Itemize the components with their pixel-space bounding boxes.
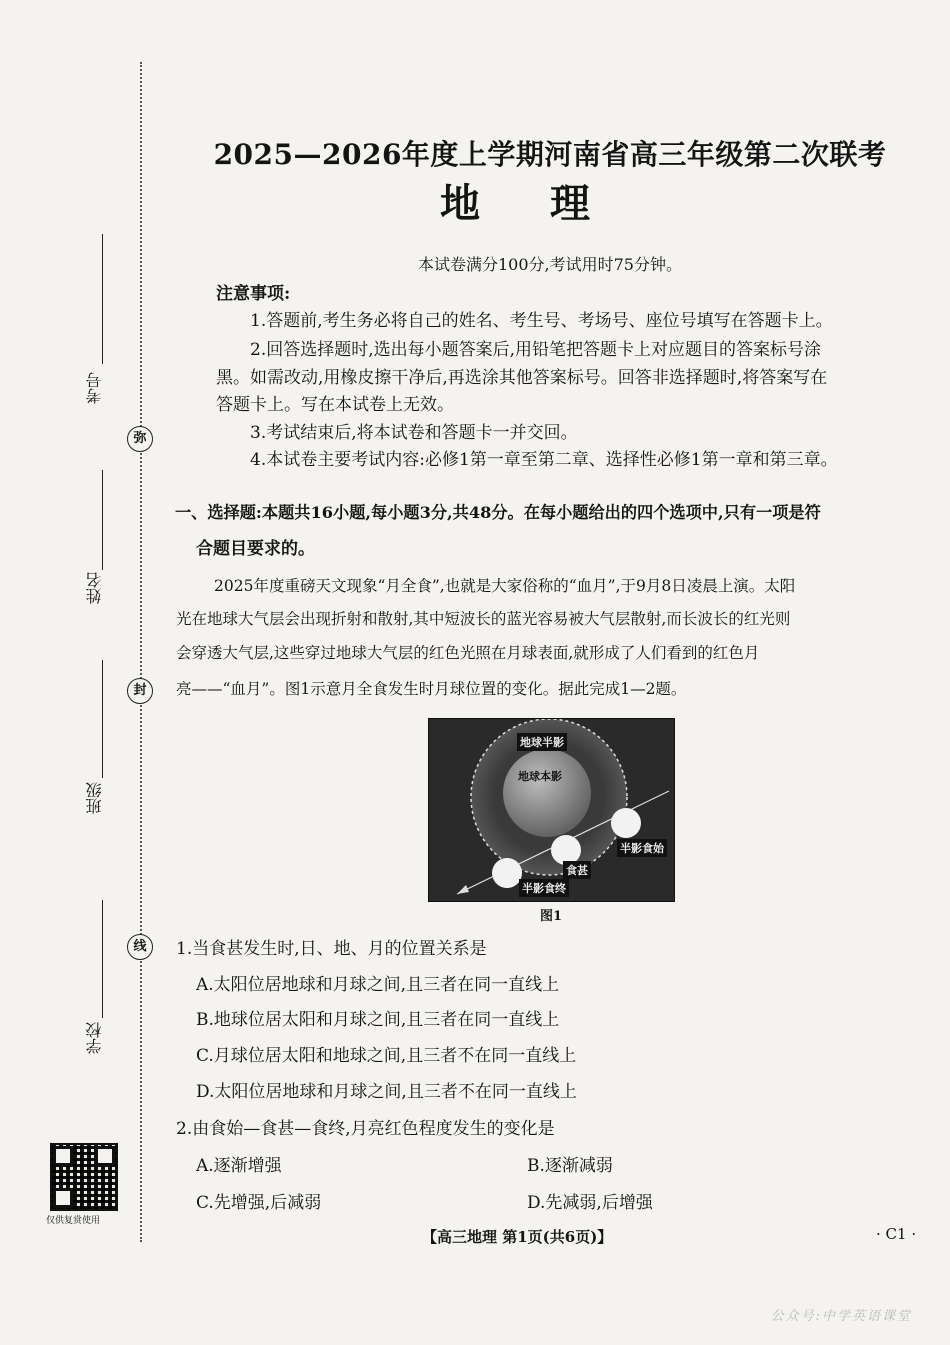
label-end: 半影食终: [519, 879, 569, 897]
binding-dotted-line: [140, 62, 142, 1242]
exam-number-label: 考号: [85, 372, 104, 404]
exam-info: 本试卷满分100分,考试用时75分钟。: [418, 255, 682, 274]
section-heading-cont: 合题目要求的。: [196, 539, 315, 559]
q2-stem: 2.由食始—食甚—食终,月亮红色程度发生的变化是: [176, 1119, 555, 1139]
seal-mi: 弥: [127, 426, 153, 452]
notice-item-2-cont: 黑。如需改动,用橡皮擦干净后,再选涂其他答案标号。回答非选择题时,将答案写在: [216, 368, 828, 388]
exam-title: 2025—2026年度上学期河南省高三年级第二次联考: [213, 138, 887, 171]
label-max: 食甚: [563, 861, 591, 879]
school-line: [102, 900, 103, 1018]
lunar-eclipse-figure: [428, 718, 675, 902]
path-arrow-icon: [457, 885, 469, 894]
figure-caption: 图1: [540, 909, 563, 924]
section-heading: 一、选择题:本题共16小题,每小题3分,共48分。在每小题给出的四个选项中,只有一项是符: [175, 503, 821, 522]
notice-item-4: 4.本试卷主要考试内容:必修1第一章至第二章、选择性必修1第一章和第三章。: [250, 450, 838, 470]
name-line: [102, 470, 103, 570]
watermark: 公众号:中学英语课堂: [770, 1309, 912, 1324]
q2-option-b: B.逐渐减弱: [527, 1156, 613, 1176]
q1-option-d: D.太阳位居地球和月球之间,且三者不在同一直线上: [196, 1082, 577, 1102]
page-footer: 【高三地理 第1页(共6页)】: [422, 1228, 613, 1246]
school-label: 学校: [85, 1022, 104, 1054]
notice-item-2: 2.回答选择题时,选出每小题答案后,用铅笔把答题卡上对应题目的答案标号涂: [250, 340, 822, 360]
passage-line-3: 会穿透大气层,这些穿过地球大气层的红色光照在月球表面,就形成了人们看到的红色月: [176, 644, 760, 662]
class-label: 班级: [85, 782, 104, 814]
name-label: 姓名: [85, 572, 104, 604]
q1-option-b: B.地球位居太阳和月球之间,且三者在同一直线上: [196, 1010, 560, 1030]
notice-item-3: 3.考试结束后,将本试卷和答题卡一并交回。: [250, 423, 578, 443]
notice-item-1: 1.答题前,考生务必将自己的姓名、考生号、考场号、座位号填写在答题卡上。: [250, 311, 833, 331]
passage-line-1: 2025年度重磅天文现象“月全食”,也就是大家俗称的“血月”,于9月8日凌晨上演。太阳: [214, 577, 796, 595]
notice-heading: 注意事项:: [216, 284, 291, 304]
q2-option-c: C.先增强,后减弱: [196, 1193, 322, 1213]
qr-caption: 仅供复赏使用: [46, 1216, 101, 1226]
subject-title: 地理: [440, 180, 660, 227]
moon-end: [492, 858, 522, 888]
umbra-circle: [503, 749, 591, 837]
passage-line-2: 光在地球大气层会出现折射和散射,其中短波长的蓝光容易被大气层散射,而长波长的红光则: [176, 610, 791, 628]
class-line: [102, 660, 103, 778]
paper-code: · C1 ·: [876, 1225, 917, 1243]
qr-code: [50, 1143, 118, 1211]
passage-line-4: 亮——“血月”。图1示意月全食发生时月球位置的变化。据此完成1—2题。: [176, 680, 687, 698]
q2-option-d: D.先减弱,后增强: [527, 1193, 653, 1213]
q1-option-a: A.太阳位居地球和月球之间,且三者在同一直线上: [196, 975, 560, 995]
seal-xian: 线: [127, 934, 153, 960]
label-start: 半影食始: [617, 839, 667, 857]
moon-start: [611, 808, 641, 838]
q1-stem: 1.当食甚发生时,日、地、月的位置关系是: [176, 939, 487, 959]
q2-option-a: A.逐渐增强: [196, 1156, 282, 1176]
notice-item-2-end: 答题卡上。写在本试卷上无效。: [216, 395, 454, 415]
label-penumbra: 地球半影: [517, 733, 567, 751]
label-umbra: 地球本影: [518, 770, 562, 783]
q1-option-c: C.月球位居太阳和地球之间,且三者不在同一直线上: [196, 1046, 577, 1066]
seal-feng: 封: [127, 678, 153, 704]
